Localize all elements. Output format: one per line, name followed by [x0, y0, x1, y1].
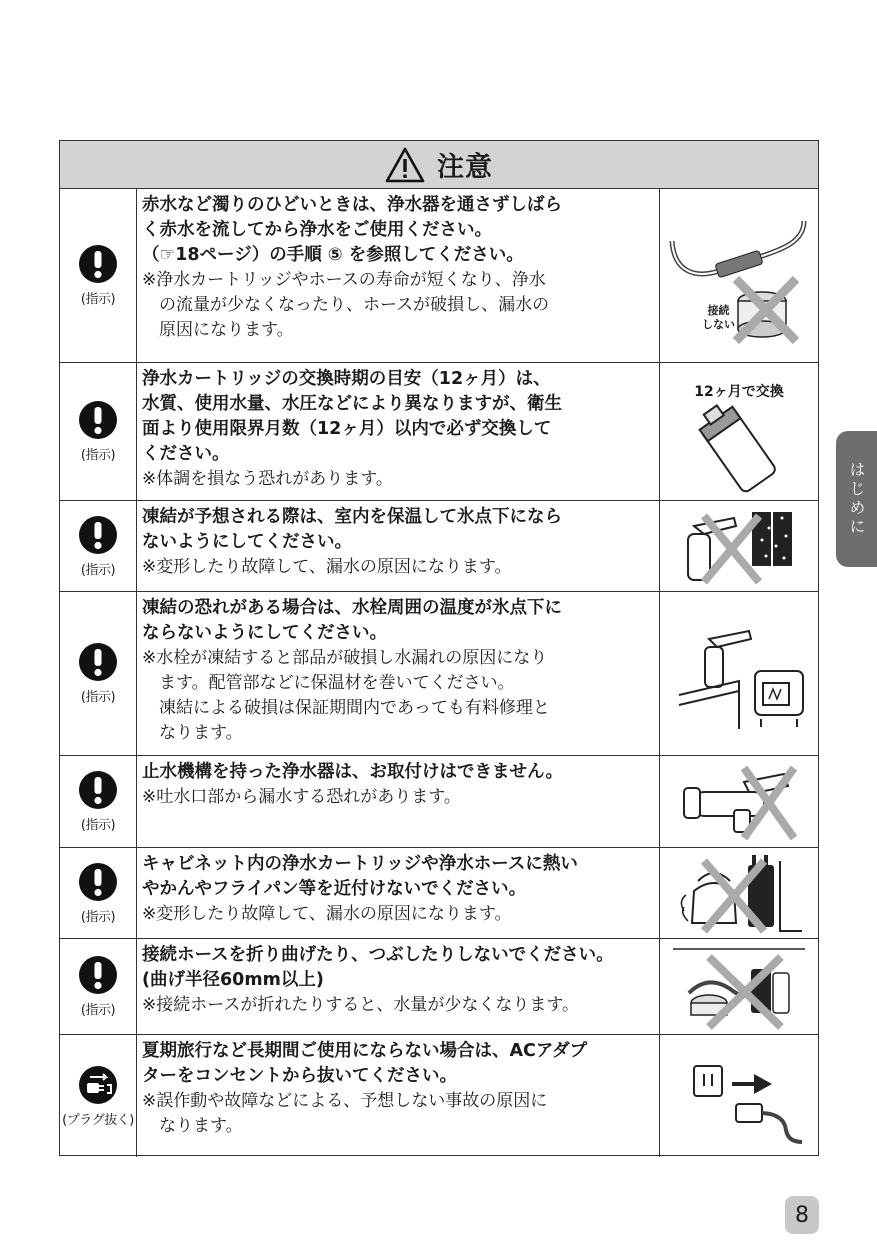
icon-caption: (指示): [80, 1003, 116, 1018]
caution-table: [59, 140, 819, 1156]
caution-note-text: ※水栓が凍結すると部品が破損し水漏れの原因になり ます。配管部などに保温材を巻いてください。 凍結による破損は保証期間内であっても有料修理と なります。: [142, 648, 550, 743]
exclamation-icon: [78, 515, 118, 555]
caution-row: [60, 756, 818, 848]
caution-main-text: 浄水カートリッジの交換時期の目安（12ヶ月）は、 水質、使用水量、水圧などにより異なりますが、衛生 面より使用限界月数（12ヶ月）以内で必ず交換して ください。: [142, 369, 562, 464]
warning-triangle-icon: [385, 147, 425, 183]
section-tab[interactable]: [836, 431, 877, 567]
caution-row: [60, 848, 818, 939]
caution-note-text: ※変形したり故障して、漏水の原因になります。: [142, 904, 512, 924]
exclamation-icon: [78, 642, 118, 682]
caution-row: [60, 363, 818, 501]
exclamation-icon: [78, 770, 118, 810]
caution-main-text: 接続ホースを折り曲げたり、つぶしたりしないでください。 (曲げ半径60mm以上): [142, 945, 614, 990]
exclamation-icon: [78, 862, 118, 902]
unplug-icon: [78, 1065, 118, 1105]
outlet-plug-illustration: [674, 1046, 804, 1146]
bent-hose-illustration: [669, 943, 809, 1031]
caution-note-text: ※体調を損なう恐れがあります。: [142, 469, 393, 489]
caution-row: [60, 939, 818, 1035]
caution-main-text: 凍結の恐れがある場合は、水栓周囲の温度が氷点下に ならないようにしてください。: [142, 598, 562, 643]
caution-note-text: ※変形したり故障して、漏水の原因になります。: [142, 557, 512, 577]
image-label: 12ヶ月で交換: [694, 384, 784, 400]
caution-main-text: 凍結が予想される際は、室内を保温して氷点下になら ないようにしてください。: [142, 507, 562, 552]
page-number: 8: [785, 1196, 819, 1234]
caution-title: 注意: [437, 152, 493, 183]
caution-note-text: ※浄水カートリッジやホースの寿命が短くなり、浄水 の流量が少なくなったり、ホースが破損し、漏水の 原因になります。: [142, 270, 550, 340]
exclamation-icon: [78, 244, 118, 284]
shutoff-faucet-illustration: [674, 762, 804, 842]
caution-row: [60, 189, 818, 363]
caution-note-text: ※吐水口部から漏水する恐れがあります。: [142, 787, 461, 807]
faucet-heater-illustration: [669, 609, 809, 739]
icon-caption: (指示): [80, 562, 116, 578]
exclamation-icon: [78, 955, 118, 995]
hose-cartridge-illustration: [664, 201, 814, 351]
caution-main-text: 夏期旅行など長期間ご使用にならない場合は、ACアダプ ターをコンセントから抜いてください。: [142, 1041, 588, 1086]
caution-row: [60, 501, 818, 592]
icon-caption: (指示): [80, 818, 116, 833]
caution-row: [60, 1035, 818, 1157]
kettle-cartridge-illustration: [674, 851, 804, 935]
caution-note-text: ※誤作動や故障などによる、予想しない事故の原因に なります。: [142, 1091, 548, 1136]
icon-caption: (プラグ抜く): [62, 1112, 134, 1128]
icon-caption: (指示): [80, 448, 116, 463]
caution-row: [60, 592, 818, 756]
image-label: 接続 しない: [702, 304, 735, 331]
caution-note-text: ※接続ホースが折れたりすると、水量が少なくなります。: [142, 995, 580, 1015]
icon-caption: (指示): [80, 292, 116, 307]
caution-main-text: 赤水など濁りのひどいときは、浄水器を通さずしばら く赤水を流してから浄水をご使用ください。 （☞18ページ）の手順 ⑤ を参照してください。: [142, 195, 562, 265]
section-tab-label: はじめに: [847, 461, 866, 537]
icon-caption: (指示): [80, 690, 116, 705]
cartridge-illustration: [679, 391, 799, 501]
caution-main-text: 止水機構を持った浄水器は、お取付けはできません。: [142, 762, 564, 782]
caution-header: [60, 141, 818, 189]
frozen-faucet-illustration: [674, 506, 804, 586]
exclamation-icon: [78, 400, 118, 440]
icon-caption: (指示): [80, 909, 116, 925]
caution-main-text: キャビネット内の浄水カートリッジや浄水ホースに熱い やかんやフライパン等を近付けないでください。: [142, 854, 578, 899]
